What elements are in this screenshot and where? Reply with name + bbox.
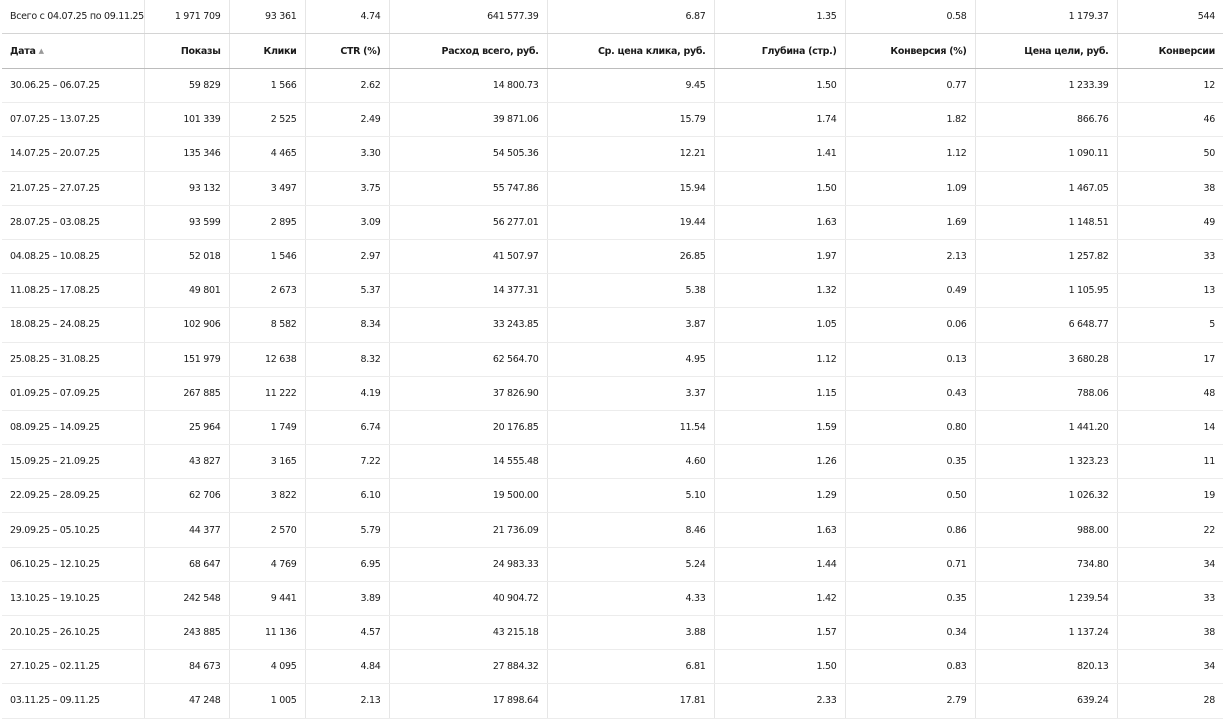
ctr-cell: 4.57 bbox=[305, 616, 389, 650]
avg-cpc-cell: 4.33 bbox=[547, 581, 714, 615]
column-header-spend[interactable]: Расход всего, руб. bbox=[389, 34, 547, 69]
table-row bbox=[2, 69, 1223, 103]
clicks-cell: 4 095 bbox=[229, 650, 305, 684]
cost-per-goal-cell: 1 233.39 bbox=[975, 69, 1117, 103]
ctr-cell: 7.22 bbox=[305, 445, 389, 479]
spend-cell: 24 983.33 bbox=[389, 547, 547, 581]
clicks-cell: 11 136 bbox=[229, 616, 305, 650]
clicks-cell: 4 769 bbox=[229, 547, 305, 581]
conversion-rate-cell: 0.83 bbox=[845, 650, 975, 684]
avg-cpc-cell: 5.38 bbox=[547, 274, 714, 308]
avg-cpc-cell: 6.81 bbox=[547, 650, 714, 684]
column-header-ctr[interactable]: CTR (%) bbox=[305, 34, 389, 69]
impressions-cell: 242 548 bbox=[144, 581, 229, 615]
ctr-cell: 3.89 bbox=[305, 581, 389, 615]
clicks-cell: 3 165 bbox=[229, 445, 305, 479]
table-row bbox=[2, 650, 1223, 684]
conversion-rate-cell: 1.69 bbox=[845, 205, 975, 239]
depth-cell: 1.05 bbox=[714, 308, 845, 342]
cost-per-goal-cell: 1 090.11 bbox=[975, 137, 1117, 171]
table-row bbox=[2, 342, 1223, 376]
depth-cell: 2.33 bbox=[714, 684, 845, 718]
spend-cell: 39 871.06 bbox=[389, 103, 547, 137]
clicks-cell: 11 222 bbox=[229, 376, 305, 410]
ctr-cell: 6.10 bbox=[305, 479, 389, 513]
table-row bbox=[2, 445, 1223, 479]
date-cell: 06.10.25 – 12.10.25 bbox=[2, 547, 144, 581]
conversion-rate-cell: 0.49 bbox=[845, 274, 975, 308]
cost-per-goal-cell: 866.76 bbox=[975, 103, 1117, 137]
conversions-cell: 33 bbox=[1117, 581, 1223, 615]
impressions-cell: 243 885 bbox=[144, 616, 229, 650]
header-row bbox=[2, 34, 1223, 69]
impressions-cell: 84 673 bbox=[144, 650, 229, 684]
cost-per-goal-cell: 1 467.05 bbox=[975, 171, 1117, 205]
depth-cell: 1.57 bbox=[714, 616, 845, 650]
clicks-cell: 1 005 bbox=[229, 684, 305, 718]
spend-cell: 41 507.97 bbox=[389, 239, 547, 273]
impressions-cell: 49 801 bbox=[144, 274, 229, 308]
cost-per-goal-cell: 1 441.20 bbox=[975, 410, 1117, 444]
table-row bbox=[2, 137, 1223, 171]
table-row bbox=[2, 274, 1223, 308]
clicks-cell: 2 525 bbox=[229, 103, 305, 137]
impressions-cell: 25 964 bbox=[144, 410, 229, 444]
sort-ascending-icon[interactable]: ▲ bbox=[38, 46, 44, 55]
date-cell: 21.07.25 – 27.07.25 bbox=[2, 171, 144, 205]
table-row bbox=[2, 239, 1223, 273]
cost-per-goal-cell: 788.06 bbox=[975, 376, 1117, 410]
date-cell: 07.07.25 – 13.07.25 bbox=[2, 103, 144, 137]
column-header-cost-per-goal[interactable]: Цена цели, руб. bbox=[975, 34, 1117, 69]
date-cell: 22.09.25 – 28.09.25 bbox=[2, 479, 144, 513]
table-row bbox=[2, 479, 1223, 513]
totals-impressions: 1 971 709 bbox=[144, 0, 229, 34]
ctr-cell: 8.34 bbox=[305, 308, 389, 342]
depth-cell: 1.74 bbox=[714, 103, 845, 137]
avg-cpc-cell: 3.88 bbox=[547, 616, 714, 650]
totals-spend: 641 577.39 bbox=[389, 0, 547, 34]
impressions-cell: 62 706 bbox=[144, 479, 229, 513]
conversions-cell: 38 bbox=[1117, 616, 1223, 650]
avg-cpc-cell: 8.46 bbox=[547, 513, 714, 547]
ctr-cell: 2.49 bbox=[305, 103, 389, 137]
conversion-rate-cell: 2.13 bbox=[845, 239, 975, 273]
conversion-rate-cell: 0.06 bbox=[845, 308, 975, 342]
spend-cell: 37 826.90 bbox=[389, 376, 547, 410]
ctr-cell: 2.13 bbox=[305, 684, 389, 718]
cost-per-goal-cell: 1 323.23 bbox=[975, 445, 1117, 479]
ctr-cell: 4.84 bbox=[305, 650, 389, 684]
spend-cell: 56 277.01 bbox=[389, 205, 547, 239]
cost-per-goal-cell: 1 026.32 bbox=[975, 479, 1117, 513]
spend-cell: 19 500.00 bbox=[389, 479, 547, 513]
date-cell: 20.10.25 – 26.10.25 bbox=[2, 616, 144, 650]
column-header-impressions[interactable]: Показы bbox=[144, 34, 229, 69]
cost-per-goal-cell: 1 239.54 bbox=[975, 581, 1117, 615]
table-row bbox=[2, 547, 1223, 581]
depth-cell: 1.15 bbox=[714, 376, 845, 410]
column-header-date[interactable] bbox=[2, 34, 144, 69]
avg-cpc-cell: 15.79 bbox=[547, 103, 714, 137]
conversions-cell: 50 bbox=[1117, 137, 1223, 171]
avg-cpc-cell: 17.81 bbox=[547, 684, 714, 718]
conversions-cell: 49 bbox=[1117, 205, 1223, 239]
ctr-cell: 3.09 bbox=[305, 205, 389, 239]
column-header-clicks[interactable]: Клики bbox=[229, 34, 305, 69]
date-cell: 27.10.25 – 02.11.25 bbox=[2, 650, 144, 684]
conversion-rate-cell: 0.71 bbox=[845, 547, 975, 581]
ctr-cell: 2.62 bbox=[305, 69, 389, 103]
spend-cell: 21 736.09 bbox=[389, 513, 547, 547]
cost-per-goal-cell: 3 680.28 bbox=[975, 342, 1117, 376]
avg-cpc-cell: 15.94 bbox=[547, 171, 714, 205]
conversion-rate-cell: 0.43 bbox=[845, 376, 975, 410]
date-cell: 15.09.25 – 21.09.25 bbox=[2, 445, 144, 479]
cost-per-goal-cell: 1 137.24 bbox=[975, 616, 1117, 650]
date-cell: 18.08.25 – 24.08.25 bbox=[2, 308, 144, 342]
impressions-cell: 52 018 bbox=[144, 239, 229, 273]
conversions-cell: 19 bbox=[1117, 479, 1223, 513]
avg-cpc-cell: 4.60 bbox=[547, 445, 714, 479]
clicks-cell: 3 822 bbox=[229, 479, 305, 513]
table-row bbox=[2, 103, 1223, 137]
conversions-cell: 22 bbox=[1117, 513, 1223, 547]
avg-cpc-cell: 26.85 bbox=[547, 239, 714, 273]
table-body bbox=[2, 69, 1223, 719]
impressions-cell: 43 827 bbox=[144, 445, 229, 479]
date-cell: 03.11.25 – 09.11.25 bbox=[2, 684, 144, 718]
conversions-cell: 5 bbox=[1117, 308, 1223, 342]
cost-per-goal-cell: 734.80 bbox=[975, 547, 1117, 581]
table-row bbox=[2, 684, 1223, 718]
avg-cpc-cell: 3.87 bbox=[547, 308, 714, 342]
stats-table bbox=[2, 0, 1223, 719]
conversion-rate-cell: 0.77 bbox=[845, 69, 975, 103]
conversions-cell: 48 bbox=[1117, 376, 1223, 410]
avg-cpc-cell: 5.10 bbox=[547, 479, 714, 513]
clicks-cell: 1 749 bbox=[229, 410, 305, 444]
date-cell: 30.06.25 – 06.07.25 bbox=[2, 69, 144, 103]
impressions-cell: 101 339 bbox=[144, 103, 229, 137]
ctr-cell: 3.30 bbox=[305, 137, 389, 171]
ctr-cell: 3.75 bbox=[305, 171, 389, 205]
clicks-cell: 3 497 bbox=[229, 171, 305, 205]
totals-depth: 1.35 bbox=[714, 0, 845, 34]
impressions-cell: 93 132 bbox=[144, 171, 229, 205]
conversion-rate-cell: 0.35 bbox=[845, 445, 975, 479]
cost-per-goal-cell: 1 148.51 bbox=[975, 205, 1117, 239]
spend-cell: 14 800.73 bbox=[389, 69, 547, 103]
date-cell: 04.08.25 – 10.08.25 bbox=[2, 239, 144, 273]
spend-cell: 14 555.48 bbox=[389, 445, 547, 479]
cost-per-goal-cell: 6 648.77 bbox=[975, 308, 1117, 342]
conversion-rate-cell: 0.80 bbox=[845, 410, 975, 444]
depth-cell: 1.50 bbox=[714, 171, 845, 205]
table-row bbox=[2, 205, 1223, 239]
totals-label: Всего с 04.07.25 по 09.11.25 bbox=[2, 0, 144, 34]
table-row bbox=[2, 581, 1223, 615]
spend-cell: 14 377.31 bbox=[389, 274, 547, 308]
column-header-conversion-rate[interactable]: Конверсия (%) bbox=[845, 34, 975, 69]
totals-ctr: 4.74 bbox=[305, 0, 389, 34]
spend-cell: 20 176.85 bbox=[389, 410, 547, 444]
spend-cell: 54 505.36 bbox=[389, 137, 547, 171]
conversion-rate-cell: 0.13 bbox=[845, 342, 975, 376]
totals-avg-cpc: 6.87 bbox=[547, 0, 714, 34]
depth-cell: 1.26 bbox=[714, 445, 845, 479]
totals-row bbox=[2, 0, 1223, 34]
date-cell: 01.09.25 – 07.09.25 bbox=[2, 376, 144, 410]
spend-cell: 43 215.18 bbox=[389, 616, 547, 650]
column-header-conversions[interactable]: Конверсии bbox=[1117, 34, 1223, 69]
depth-cell: 1.29 bbox=[714, 479, 845, 513]
column-header-label: Дата bbox=[10, 45, 36, 57]
impressions-cell: 44 377 bbox=[144, 513, 229, 547]
conversions-cell: 46 bbox=[1117, 103, 1223, 137]
depth-cell: 1.44 bbox=[714, 547, 845, 581]
impressions-cell: 267 885 bbox=[144, 376, 229, 410]
conversion-rate-cell: 2.79 bbox=[845, 684, 975, 718]
avg-cpc-cell: 19.44 bbox=[547, 205, 714, 239]
depth-cell: 1.32 bbox=[714, 274, 845, 308]
column-header-avg-cpc[interactable]: Ср. цена клика, руб. bbox=[547, 34, 714, 69]
ctr-cell: 2.97 bbox=[305, 239, 389, 273]
ctr-cell: 8.32 bbox=[305, 342, 389, 376]
conversion-rate-cell: 1.09 bbox=[845, 171, 975, 205]
depth-cell: 1.12 bbox=[714, 342, 845, 376]
conversions-cell: 28 bbox=[1117, 684, 1223, 718]
totals-clicks: 93 361 bbox=[229, 0, 305, 34]
conversion-rate-cell: 1.12 bbox=[845, 137, 975, 171]
date-cell: 11.08.25 – 17.08.25 bbox=[2, 274, 144, 308]
date-cell: 28.07.25 – 03.08.25 bbox=[2, 205, 144, 239]
conversion-rate-cell: 0.50 bbox=[845, 479, 975, 513]
depth-cell: 1.41 bbox=[714, 137, 845, 171]
spend-cell: 33 243.85 bbox=[389, 308, 547, 342]
clicks-cell: 4 465 bbox=[229, 137, 305, 171]
cost-per-goal-cell: 988.00 bbox=[975, 513, 1117, 547]
column-header-depth[interactable]: Глубина (стр.) bbox=[714, 34, 845, 69]
cost-per-goal-cell: 639.24 bbox=[975, 684, 1117, 718]
spend-cell: 27 884.32 bbox=[389, 650, 547, 684]
conversions-cell: 38 bbox=[1117, 171, 1223, 205]
cost-per-goal-cell: 820.13 bbox=[975, 650, 1117, 684]
impressions-cell: 47 248 bbox=[144, 684, 229, 718]
conversions-cell: 13 bbox=[1117, 274, 1223, 308]
clicks-cell: 2 673 bbox=[229, 274, 305, 308]
clicks-cell: 2 570 bbox=[229, 513, 305, 547]
impressions-cell: 135 346 bbox=[144, 137, 229, 171]
avg-cpc-cell: 9.45 bbox=[547, 69, 714, 103]
conversions-cell: 34 bbox=[1117, 547, 1223, 581]
impressions-cell: 102 906 bbox=[144, 308, 229, 342]
conversions-cell: 14 bbox=[1117, 410, 1223, 444]
depth-cell: 1.42 bbox=[714, 581, 845, 615]
ctr-cell: 4.19 bbox=[305, 376, 389, 410]
conversion-rate-cell: 0.34 bbox=[845, 616, 975, 650]
totals-conversion-rate: 0.58 bbox=[845, 0, 975, 34]
conversions-cell: 34 bbox=[1117, 650, 1223, 684]
conversion-rate-cell: 0.35 bbox=[845, 581, 975, 615]
spend-cell: 62 564.70 bbox=[389, 342, 547, 376]
date-cell: 29.09.25 – 05.10.25 bbox=[2, 513, 144, 547]
totals-conversions: 544 bbox=[1117, 0, 1223, 34]
depth-cell: 1.50 bbox=[714, 650, 845, 684]
table-row bbox=[2, 376, 1223, 410]
clicks-cell: 9 441 bbox=[229, 581, 305, 615]
depth-cell: 1.59 bbox=[714, 410, 845, 444]
conversions-cell: 12 bbox=[1117, 69, 1223, 103]
table-row bbox=[2, 513, 1223, 547]
table-row bbox=[2, 171, 1223, 205]
conversions-cell: 11 bbox=[1117, 445, 1223, 479]
table-row bbox=[2, 616, 1223, 650]
table-row bbox=[2, 410, 1223, 444]
conversion-rate-cell: 1.82 bbox=[845, 103, 975, 137]
ctr-cell: 5.79 bbox=[305, 513, 389, 547]
clicks-cell: 1 566 bbox=[229, 69, 305, 103]
avg-cpc-cell: 11.54 bbox=[547, 410, 714, 444]
impressions-cell: 93 599 bbox=[144, 205, 229, 239]
impressions-cell: 68 647 bbox=[144, 547, 229, 581]
conversions-cell: 33 bbox=[1117, 239, 1223, 273]
avg-cpc-cell: 3.37 bbox=[547, 376, 714, 410]
table-row bbox=[2, 308, 1223, 342]
clicks-cell: 1 546 bbox=[229, 239, 305, 273]
impressions-cell: 59 829 bbox=[144, 69, 229, 103]
date-cell: 08.09.25 – 14.09.25 bbox=[2, 410, 144, 444]
conversions-cell: 17 bbox=[1117, 342, 1223, 376]
ctr-cell: 6.95 bbox=[305, 547, 389, 581]
depth-cell: 1.63 bbox=[714, 513, 845, 547]
spend-cell: 55 747.86 bbox=[389, 171, 547, 205]
impressions-cell: 151 979 bbox=[144, 342, 229, 376]
clicks-cell: 12 638 bbox=[229, 342, 305, 376]
clicks-cell: 8 582 bbox=[229, 308, 305, 342]
depth-cell: 1.63 bbox=[714, 205, 845, 239]
spend-cell: 40 904.72 bbox=[389, 581, 547, 615]
date-cell: 14.07.25 – 20.07.25 bbox=[2, 137, 144, 171]
cost-per-goal-cell: 1 257.82 bbox=[975, 239, 1117, 273]
ctr-cell: 6.74 bbox=[305, 410, 389, 444]
date-cell: 25.08.25 – 31.08.25 bbox=[2, 342, 144, 376]
depth-cell: 1.97 bbox=[714, 239, 845, 273]
clicks-cell: 2 895 bbox=[229, 205, 305, 239]
cost-per-goal-cell: 1 105.95 bbox=[975, 274, 1117, 308]
spend-cell: 17 898.64 bbox=[389, 684, 547, 718]
date-cell: 13.10.25 – 19.10.25 bbox=[2, 581, 144, 615]
depth-cell: 1.50 bbox=[714, 69, 845, 103]
avg-cpc-cell: 4.95 bbox=[547, 342, 714, 376]
ctr-cell: 5.37 bbox=[305, 274, 389, 308]
conversion-rate-cell: 0.86 bbox=[845, 513, 975, 547]
totals-cost-per-goal: 1 179.37 bbox=[975, 0, 1117, 34]
avg-cpc-cell: 5.24 bbox=[547, 547, 714, 581]
avg-cpc-cell: 12.21 bbox=[547, 137, 714, 171]
